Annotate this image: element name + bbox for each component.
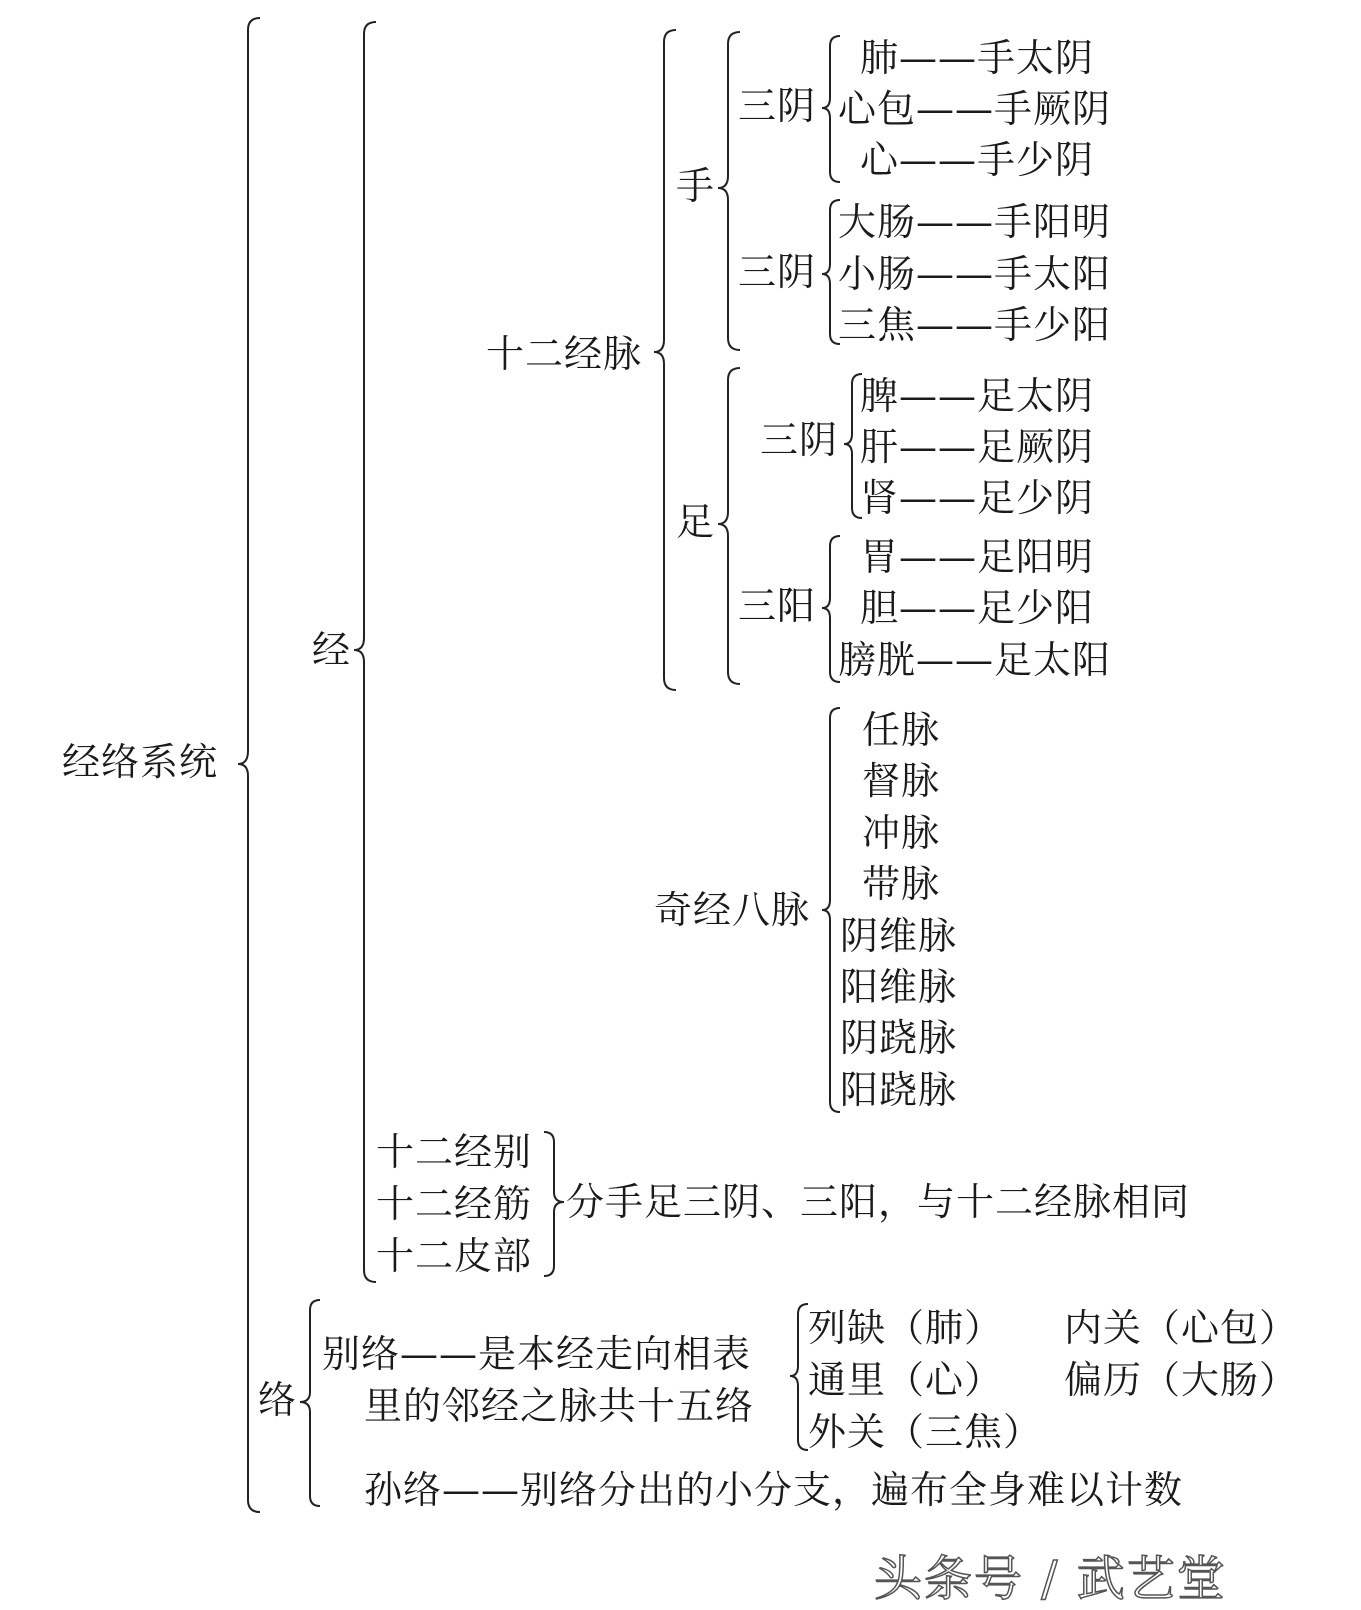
meridian-item: 肝——足厥阴 <box>860 425 1095 469</box>
bieluo-line2: 里的邻经之脉共十五络 <box>364 1384 755 1428</box>
twelve-meridians-brace <box>652 28 682 693</box>
meridian-item: 膀胱——足太阳 <box>838 638 1112 682</box>
watermark: 头条号 / 武艺堂 <box>874 1551 1227 1607</box>
luo-label: 络 <box>258 1378 298 1422</box>
luo-point: 列缺（肺） <box>808 1306 1004 1350</box>
luo-point: 外关（三焦） <box>808 1410 1043 1454</box>
meridian-item: 胃——足阳明 <box>860 535 1095 579</box>
foot-brace <box>716 366 746 691</box>
other-item: 十二经筋 <box>376 1182 533 1226</box>
others-note: 分手足三阴、三阳，与十二经脉相同 <box>566 1180 1191 1224</box>
meridian-item: 胆——足少阳 <box>860 586 1095 630</box>
root-label: 经络系统 <box>62 740 219 784</box>
luo-point: 偏历（大肠） <box>1064 1358 1299 1402</box>
extra-vessel-item: 阳跷脉 <box>840 1068 958 1112</box>
foot-yin-label: 三阴 <box>760 418 839 462</box>
hand-label: 手 <box>676 164 716 208</box>
root-brace <box>236 16 266 1516</box>
hand-yin-label: 三阴 <box>738 84 817 128</box>
foot-yang-label: 三阳 <box>738 584 817 628</box>
bieluo-line1: 别络——是本经走向相表 <box>322 1332 752 1376</box>
jing-label: 经 <box>312 628 352 672</box>
extra-vessel-item: 冲脉 <box>862 811 941 855</box>
meridian-item: 小肠——手太阳 <box>838 252 1112 296</box>
meridian-item: 三焦——手少阳 <box>838 303 1112 347</box>
meridian-item: 心——手少阴 <box>860 138 1095 182</box>
other-item: 十二经别 <box>376 1130 533 1174</box>
luo-point: 通里（心） <box>808 1358 1004 1402</box>
others-closing-brace <box>540 1130 568 1280</box>
jing-brace <box>352 20 382 1285</box>
meridian-item: 肾——足少阴 <box>860 476 1095 520</box>
foot-label: 足 <box>676 500 716 544</box>
hand-yang-label: 三阴 <box>738 250 817 294</box>
meridian-item: 脾——足太阴 <box>860 374 1095 418</box>
luo-point: 内关（心包） <box>1064 1306 1299 1350</box>
meridian-item: 大肠——手阳明 <box>838 200 1112 244</box>
extra-vessel-item: 带脉 <box>862 862 941 906</box>
extra-vessel-item: 阴维脉 <box>840 914 958 958</box>
extra-vessel-item: 任脉 <box>862 708 941 752</box>
sunluo-line: 孙络——别络分出的小分支，遍布全身难以计数 <box>364 1468 1184 1512</box>
extra-vessel-item: 督脉 <box>862 759 941 803</box>
eight-extra-label: 奇经八脉 <box>654 888 811 932</box>
meridian-item: 心包——手厥阴 <box>838 87 1112 131</box>
extra-vessel-item: 阳维脉 <box>840 965 958 1009</box>
other-item: 十二皮部 <box>376 1234 533 1278</box>
extra-vessel-item: 阴跷脉 <box>840 1016 958 1060</box>
twelve-meridians-label: 十二经脉 <box>486 332 643 376</box>
meridian-item: 肺——手太阴 <box>860 36 1095 80</box>
hand-brace <box>716 30 746 355</box>
